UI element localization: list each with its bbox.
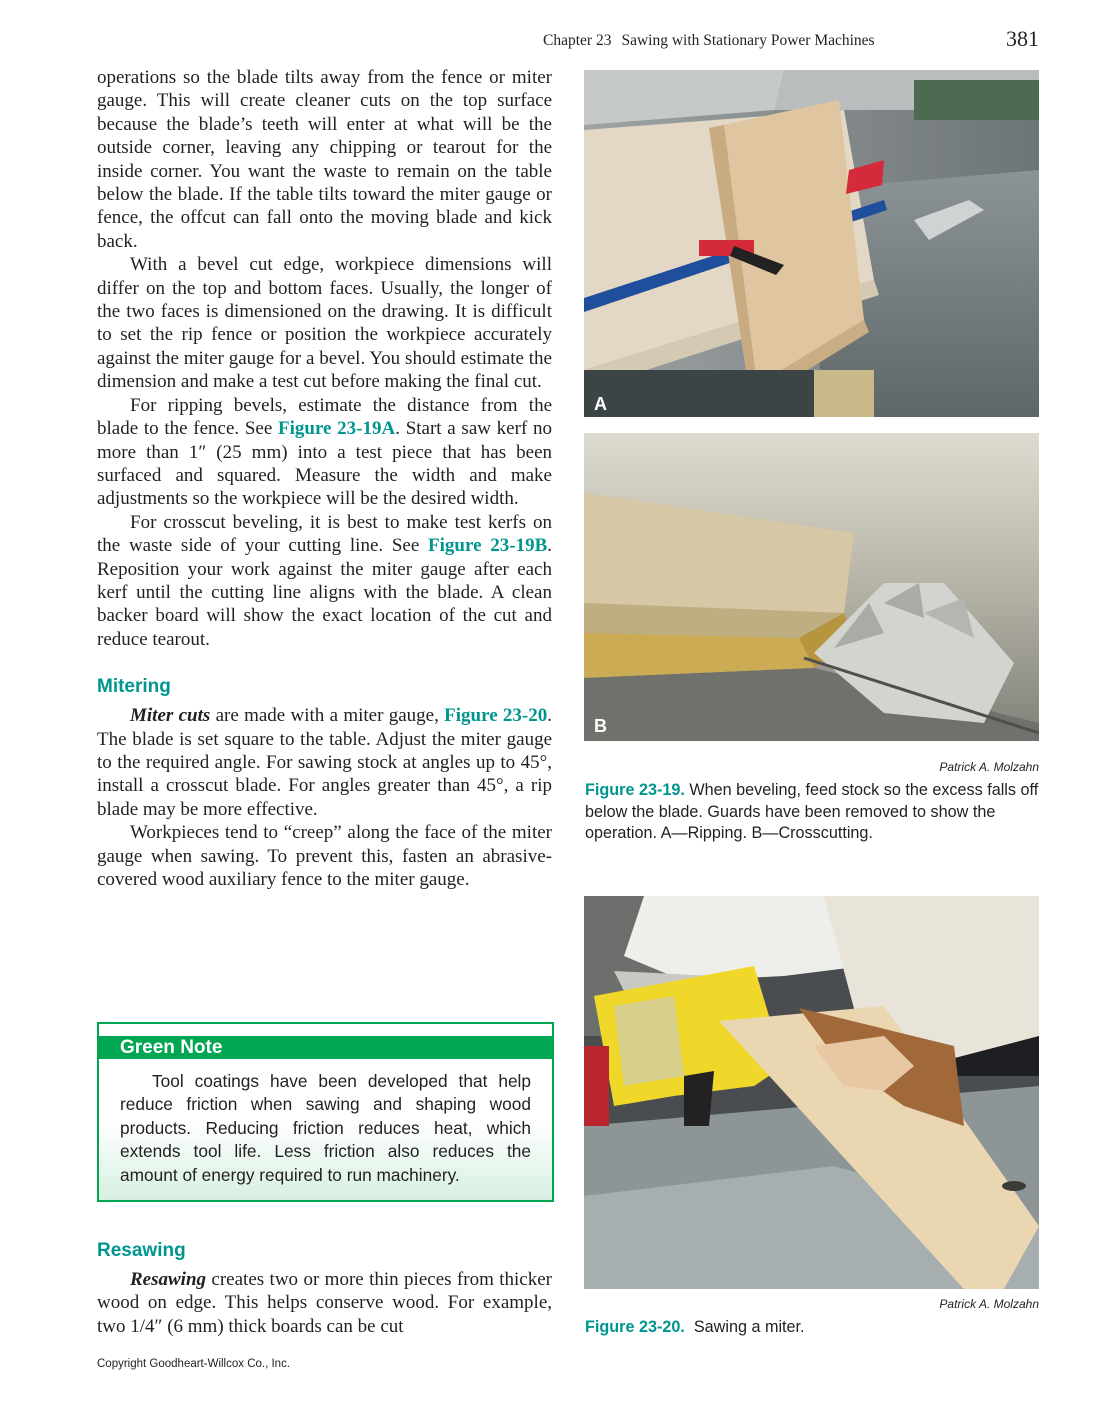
figure-23-20-link[interactable]: Figure 23-20 <box>444 705 548 727</box>
main-text-column <box>97 66 552 891</box>
text-run: For crosscut beveling, it is best to make test kerfs on the waste side of your cutting line. See <box>97 511 552 557</box>
text-run: . The blade is set square to the table. Adjust the miter gauge to the required angle. For sawing stock at angles up to 45°, install a crosscut blade. For angles greater than 45°, a rip blade may be more effective. <box>97 705 553 820</box>
term-miter-cuts: Miter cuts <box>130 705 211 727</box>
green-note-text: Tool coatings have been developed that help reduce friction when sawing and shaping wood products. Reducing friction reduces heat, which extends tool life. Less friction also reduces the amount of energy required to run machinery. <box>120 1071 531 1185</box>
figure-23-19-caption <box>585 780 1040 845</box>
heading-mitering: Mitering <box>97 676 171 698</box>
crosscut-bevel-illustration <box>584 433 1039 741</box>
paragraph-resawing <box>97 1268 552 1338</box>
copyright-footer: Copyright Goodheart-Willcox Co., Inc. <box>97 1358 291 1370</box>
mitering-illustration <box>584 896 1039 1289</box>
running-head <box>543 32 875 50</box>
figure-23-20-photo <box>584 896 1039 1289</box>
term-resawing: Resawing <box>130 1269 207 1290</box>
figure-23-19b-link[interactable]: Figure 23-19B <box>428 535 548 557</box>
heading-resawing: Resawing <box>97 1240 186 1261</box>
figure-23-20-credit: Patrick A. Molzahn <box>939 1297 1039 1311</box>
paragraph-ripping-bevels <box>97 394 552 511</box>
text-run: . Reposition your work against the miter gauge after each kerf until the cutting line aligns with the blade. A clean backer board will show the exact location of the cut and reduce tearout. <box>97 535 552 650</box>
figure-23-20-caption <box>585 1317 1040 1339</box>
text-run: For ripping bevels, estimate the distance from the blade to the fence. See <box>97 394 552 440</box>
paragraph-bevel-tilt: operations so the blade tilts away from the fence or miter gauge. This will create cleaner cuts on the top surface because the blade’s teeth will enter at what will be the outside corner, leaving any chipping or tearout for the inside corner. You want the waste to remain on the table below the blade. If the table tilts toward the miter gauge or fence, the offcut can fall onto the moving blade and kick back. <box>97 67 552 252</box>
paragraph-bevel-dimensions: With a bevel cut edge, workpiece dimensions will differ on the top and bottom faces. Usually, the longer of the two faces is dimensioned on the drawing. It is difficult to set the rip fence or position the workpiece accurately against the miter gauge for a bevel. You should estimate the dimension and make a test cut before making the final cut. <box>97 254 552 393</box>
chapter-title: Sawing with Stationary Power Machines <box>621 32 875 49</box>
panel-a-label: A <box>594 394 607 414</box>
figure-23-20-label: Figure 23-20. <box>585 1318 685 1336</box>
page-number: 381 <box>1006 26 1039 51</box>
ripping-bevel-illustration <box>584 70 1039 417</box>
figure-23-19-caption-text: When beveling, feed stock so the excess falls off below the blade. Guards have been removed to show the operation. A—Ripping. B—Crosscutting. <box>585 781 1039 842</box>
panel-b-label: B <box>594 716 607 736</box>
paragraph-crosscut-beveling <box>97 511 552 651</box>
text-run: are made with a miter gauge, <box>210 705 445 727</box>
figure-23-20-caption-text: Sawing a miter. <box>693 1318 805 1336</box>
chapter-number: Chapter 23 <box>543 32 612 49</box>
figure-23-19a-photo <box>584 70 1039 417</box>
paragraph-creep: Workpieces tend to “creep” along the face of the miter gauge when sawing. To prevent this, fasten an abrasive-covered wood auxiliary fence to the miter gauge. <box>97 822 552 890</box>
figure-23-19a-link[interactable]: Figure 23-19A <box>278 418 396 440</box>
figure-23-19-credit: Patrick A. Molzahn <box>939 760 1039 774</box>
text-run: . Start a saw kerf no more than 1″ (25 mm) into a test piece that has been surfaced and squared. Measure the width and make adjustments so the workpiece will be the desired width. <box>97 418 552 510</box>
green-note-box <box>97 1022 554 1202</box>
figure-23-19-label: Figure 23-19. <box>585 781 685 799</box>
text-run: creates two or more thin pieces from thicker wood on edge. This helps conserve wood. For example, two 1/4″ (6 mm) thick boards can be cut <box>97 1269 552 1337</box>
green-note-title: Green Note <box>99 1036 552 1059</box>
figure-23-19b-photo <box>584 433 1039 741</box>
paragraph-miter-cuts <box>97 704 552 821</box>
resawing-section <box>97 1240 552 1338</box>
